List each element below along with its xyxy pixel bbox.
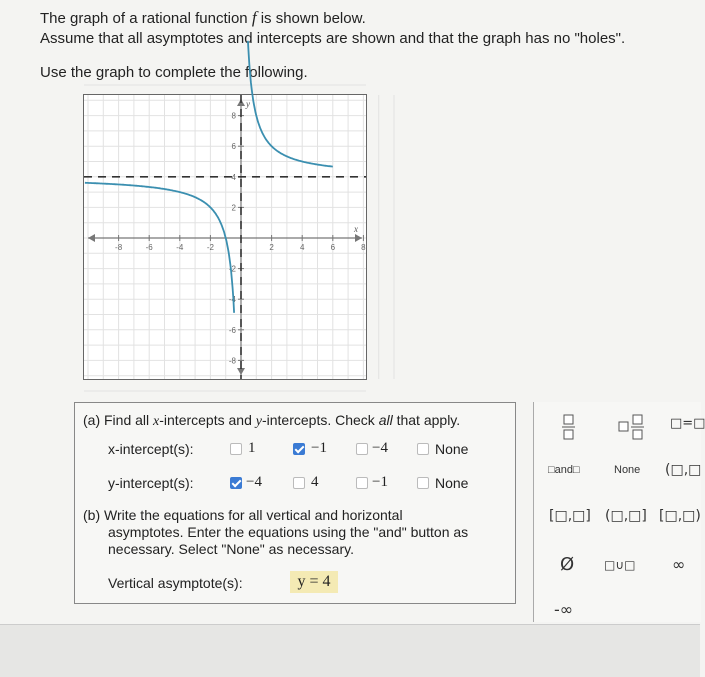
question-text: The graph of a rational function bbox=[40, 10, 252, 27]
y-tick-label: -6 bbox=[228, 325, 236, 335]
prompt-text: -intercepts. Check bbox=[261, 412, 379, 428]
and-button[interactable]: □and□ bbox=[548, 464, 580, 476]
bottom-bar bbox=[0, 624, 700, 677]
part-b-prompt-line-2: asymptotes. Enter the equations using the "and" button as bbox=[108, 524, 469, 540]
x-axis-arrow-right bbox=[355, 234, 362, 242]
x-axis-label: x bbox=[354, 224, 358, 234]
prompt-text: -intercepts and bbox=[159, 412, 256, 428]
mixed-number-button[interactable] bbox=[618, 414, 646, 440]
vertical-asymptote-input[interactable]: y = 4 bbox=[290, 571, 338, 593]
and-label: and bbox=[554, 464, 574, 476]
x-tick-label: 6 bbox=[330, 243, 336, 252]
prompt-all: all bbox=[378, 412, 393, 428]
y-tick-label: 4 bbox=[231, 172, 236, 182]
question-line-2: Assume that all asymptotes and intercepts are shown and that the graph has no "holes". bbox=[40, 30, 626, 47]
y-tick-label: 6 bbox=[231, 142, 236, 152]
y-tick-label: -8 bbox=[228, 356, 236, 366]
open-closed-interval-button[interactable]: (□,□] bbox=[605, 508, 647, 524]
y-tick-label: 8 bbox=[231, 111, 236, 121]
x-intercept-checkbox-none[interactable] bbox=[417, 443, 429, 455]
y-axis-label: y bbox=[246, 99, 250, 109]
y-intercept-checkbox-none[interactable] bbox=[417, 477, 429, 489]
x-tick-label: 2 bbox=[269, 243, 274, 252]
prompt-x: x bbox=[153, 414, 160, 429]
y-tick-label: -4 bbox=[228, 295, 236, 305]
y-intercept-checkbox-4[interactable] bbox=[293, 477, 305, 489]
y-intercept-checkbox-neg4[interactable] bbox=[230, 477, 242, 489]
x-tick-label: -8 bbox=[115, 243, 123, 252]
rational-function-graph bbox=[83, 94, 367, 380]
x-intercept-checkbox-neg1[interactable] bbox=[293, 443, 305, 455]
x-intercept-checkbox-neg4[interactable] bbox=[356, 443, 368, 455]
x-tick-label: 4 bbox=[299, 243, 305, 252]
x-intercept-checkbox-1[interactable] bbox=[230, 443, 242, 455]
prompt-text: (a) Find all bbox=[83, 412, 154, 428]
math-palette bbox=[533, 402, 705, 622]
prompt-y: y bbox=[255, 414, 262, 429]
question-line-1 bbox=[40, 8, 366, 28]
y-axis-arrow-down bbox=[237, 368, 245, 375]
vertical-asymptote-label: Vertical asymptote(s): bbox=[108, 575, 243, 591]
pair-button[interactable]: (□,□ bbox=[665, 462, 702, 478]
question-line-3: Use the graph to complete the following. bbox=[40, 64, 308, 81]
x-intercept-option-none: None bbox=[435, 441, 469, 457]
y-intercept-option-none: None bbox=[435, 475, 469, 491]
part-a-prompt bbox=[83, 412, 460, 430]
y-tick-label: 2 bbox=[231, 203, 236, 213]
x-tick-label: -6 bbox=[145, 243, 153, 252]
x-intercept-option-neg1: −1 bbox=[311, 440, 327, 456]
closed-interval-button[interactable]: [□,□] bbox=[549, 508, 591, 524]
union-button[interactable]: □∪□ bbox=[604, 558, 636, 572]
curve-right-branch bbox=[248, 41, 333, 167]
infinity-button[interactable]: ∞ bbox=[672, 555, 686, 574]
x-intercept-option-1: 1 bbox=[248, 440, 256, 456]
none-button[interactable]: None bbox=[614, 464, 641, 476]
prompt-text: that apply. bbox=[392, 412, 461, 428]
empty-set-button[interactable]: Ø bbox=[560, 554, 575, 575]
x-intercept-option-neg4: −4 bbox=[372, 440, 388, 456]
y-intercept-option-4: 4 bbox=[311, 474, 319, 490]
x-tick-label: 8 bbox=[361, 243, 366, 252]
closed-open-interval-button[interactable]: [□,□) bbox=[659, 508, 701, 524]
x-tick-label: -4 bbox=[176, 243, 184, 252]
function-name: f bbox=[251, 8, 257, 27]
x-intercept-label: x-intercept(s): bbox=[108, 441, 194, 457]
x-tick-label: -2 bbox=[206, 243, 214, 252]
y-intercept-checkbox-neg1[interactable] bbox=[356, 477, 368, 489]
equals-button[interactable]: □=□ bbox=[670, 416, 705, 431]
answer-panel bbox=[74, 402, 516, 604]
x-axis-arrow-left bbox=[88, 234, 95, 242]
y-intercept-label: y-intercept(s): bbox=[108, 475, 194, 491]
y-tick-label: -2 bbox=[228, 264, 236, 274]
graph-canvas bbox=[84, 95, 366, 379]
y-intercept-option-neg4: −4 bbox=[246, 474, 262, 490]
fraction-button[interactable] bbox=[562, 414, 576, 440]
part-b-prompt-line-3: necessary. Select "None" as necessary. bbox=[108, 541, 354, 557]
part-b-prompt-line-1: (b) Write the equations for all vertical and horizontal bbox=[83, 507, 403, 523]
negative-infinity-button[interactable]: -∞ bbox=[554, 600, 574, 619]
question-text: is shown below. bbox=[256, 10, 366, 27]
y-intercept-option-neg1: −1 bbox=[372, 474, 388, 490]
